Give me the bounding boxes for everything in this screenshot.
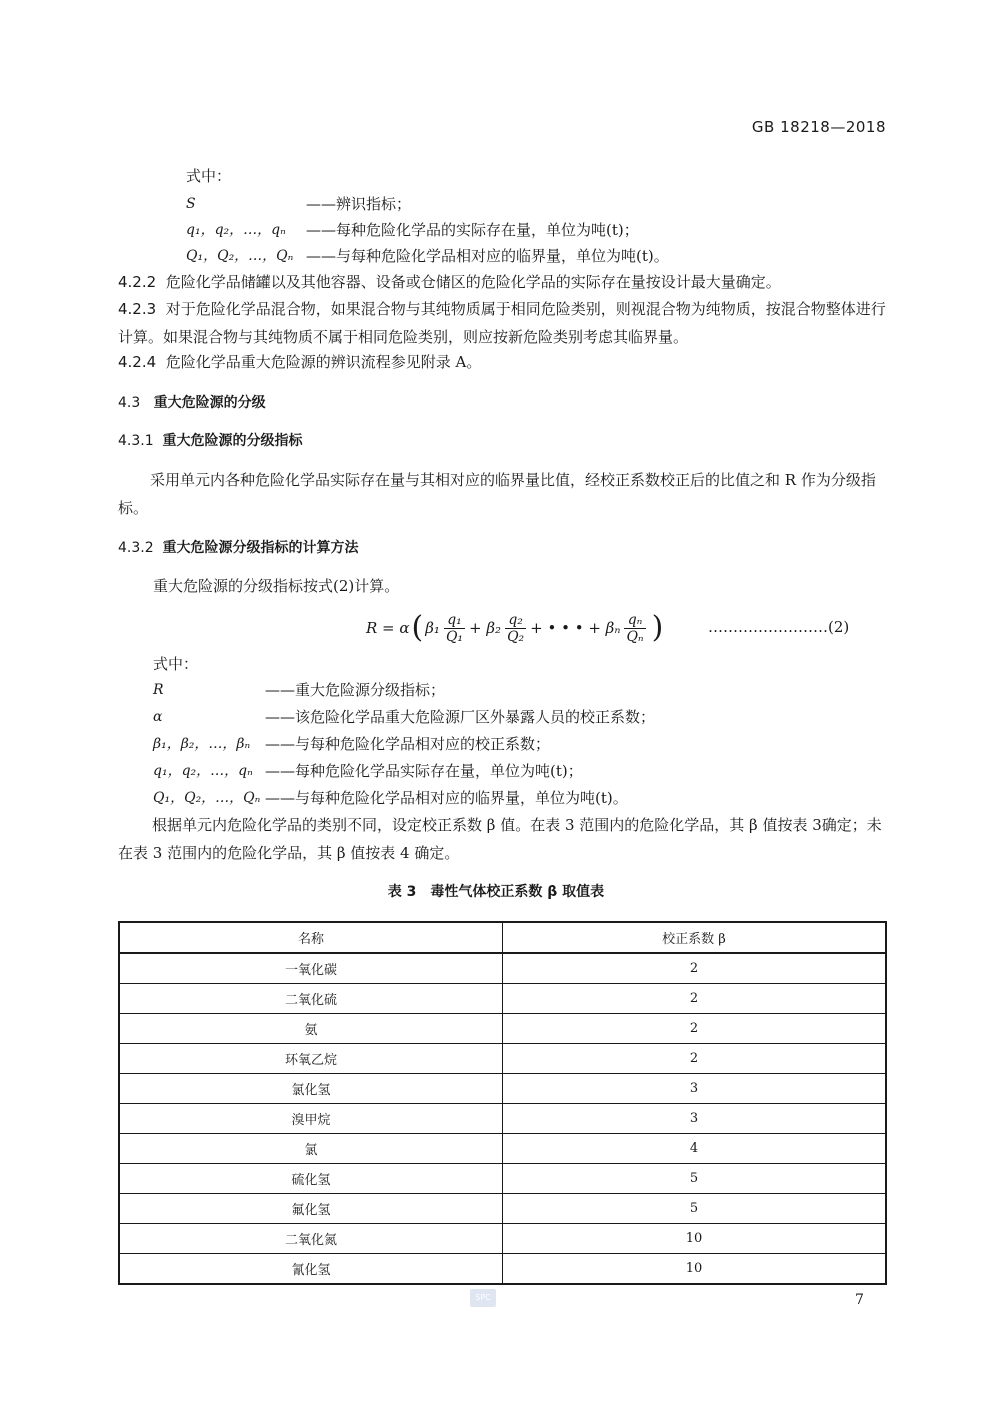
section-title: 重大危险源分级指标的计算方法 [162, 540, 359, 556]
variable-row [153, 703, 886, 731]
variable-row [153, 676, 886, 704]
table-row [119, 984, 886, 1014]
beta-2: + β₂ [469, 619, 502, 637]
variable-symbol: S [186, 196, 196, 212]
variable-symbol: R [153, 682, 164, 698]
cell-beta-value: 5 [503, 1164, 887, 1194]
cell-chemical-name: 氰化氢 [119, 1254, 503, 1285]
section-number: 4.3 [118, 395, 141, 411]
numerator: q₁ [444, 612, 465, 629]
section-title: 重大危险源的分级指标 [162, 433, 303, 449]
page-number: 7 [855, 1292, 864, 1308]
table-row [119, 1104, 886, 1134]
section-number: 4.3.1 [118, 433, 154, 449]
formula1-where-label: 式中： [186, 167, 232, 185]
table-3 [118, 921, 887, 1285]
clause-4-2-3 [118, 295, 886, 351]
cell-beta-value: 2 [503, 1014, 887, 1044]
table-row [119, 1074, 886, 1104]
cell-chemical-name: 氯 [119, 1134, 503, 1164]
formula-number: ……………………(2) [708, 618, 850, 636]
clause-number: 4.2.3 [118, 300, 157, 318]
clause-4-2-4 [118, 348, 886, 376]
table-header-row [119, 922, 886, 953]
table-row [119, 1044, 886, 1074]
variable-description: ——与每种危险化学品相对应的临界量，单位为吨(t)。 [306, 247, 669, 265]
column-header-name: 名称 [119, 922, 503, 953]
table-3-caption: 表 3 毒性气体校正系数 β 取值表 [387, 884, 605, 900]
variable-description: ——每种危险化学品的实际存在量，单位为吨(t)； [306, 221, 639, 239]
variable-description: ——与每种危险化学品相对应的校正系数； [265, 735, 551, 753]
beta-1: β₁ [425, 619, 440, 637]
variable-symbol: q₁，q₂，…，qₙ [186, 222, 286, 238]
variable-symbol: Q₁，Q₂，…，Qₙ [153, 790, 261, 806]
clause-4-2-2 [118, 268, 886, 296]
cell-chemical-name: 二氧化氮 [119, 1224, 503, 1254]
table-row [119, 1194, 886, 1224]
variable-description: ——与每种危险化学品相对应的临界量，单位为吨(t)。 [265, 789, 628, 807]
fraction-1 [444, 612, 465, 645]
table-row [119, 1014, 886, 1044]
cell-chemical-name: 氯化氢 [119, 1074, 503, 1104]
cell-beta-value: 5 [503, 1194, 887, 1224]
paragraph-4-3-2: 重大危险源的分级指标按式(2)计算。 [153, 577, 400, 595]
standard-code: GB 18218—2018 [751, 118, 886, 136]
clause-text: 危险化学品重大危险源的辨识流程参见附录 A。 [165, 353, 482, 371]
clause-number: 4.2.4 [118, 353, 157, 371]
clause-number: 4.2.2 [118, 273, 157, 291]
variable-description: ——重大危险源分级指标； [265, 681, 446, 699]
paragraph-beta: 根据单元内危险化学品的类别不同，设定校正系数 β 值。在表 3 范围内的危险化学品，其 β 值按表 3确定；未在表 3 范围内的危险化学品，其 β 值按表 4 确定。 [118, 816, 882, 862]
cell-chemical-name: 环氧乙烷 [119, 1044, 503, 1074]
variable-row [153, 730, 886, 758]
publisher-logo: SPC [470, 1289, 496, 1307]
cell-chemical-name: 溴甲烷 [119, 1104, 503, 1134]
denominator: Q₁ [445, 628, 464, 645]
cell-beta-value: 2 [503, 984, 887, 1014]
variable-description: ——辨识指标； [306, 195, 412, 213]
section-heading-4-3-2 [118, 536, 359, 560]
column-header-beta: 校正系数 β [503, 922, 887, 953]
variable-row [186, 190, 886, 218]
cell-beta-value: 3 [503, 1074, 887, 1104]
variable-row [153, 784, 886, 812]
cell-beta-value: 4 [503, 1134, 887, 1164]
variable-symbol: α [153, 709, 163, 725]
cell-beta-value: 2 [503, 1044, 887, 1074]
fraction-n [624, 612, 645, 645]
variable-symbol: Q₁，Q₂，…，Qₙ [186, 248, 294, 264]
variable-row [153, 757, 886, 785]
table-row [119, 1254, 886, 1285]
cell-beta-value: 10 [503, 1254, 887, 1285]
formula-lhs: R = α [366, 619, 410, 637]
section-title: 重大危险源的分级 [153, 395, 266, 411]
table-row [119, 953, 886, 984]
numerator: qₙ [624, 612, 645, 629]
denominator: Qₙ [626, 628, 644, 645]
table-row [119, 1134, 886, 1164]
clause-text: 对于危险化学品混合物，如果混合物与其纯物质属于相同危险类别，则视混合物为纯物质，按混合物整体进行计算。如果混合物与其纯物质不属于相同危险类别，则应按新危险类别考虑其临界量。 [118, 300, 886, 346]
section-heading-4-3 [118, 391, 266, 415]
left-paren: ( [411, 610, 424, 645]
cell-chemical-name: 氟化氢 [119, 1194, 503, 1224]
right-paren: ) [651, 610, 664, 645]
fraction-2 [505, 612, 526, 645]
variable-symbol: β₁，β₂，…，βₙ [153, 736, 251, 752]
variable-description: ——每种危险化学品实际存在量，单位为吨(t)； [265, 762, 583, 780]
cell-chemical-name: 硫化氢 [119, 1164, 503, 1194]
variable-symbol: q₁，q₂，…，qₙ [153, 763, 253, 779]
cell-chemical-name: 一氧化碳 [119, 953, 503, 984]
beta-n: + • • • + βₙ [530, 619, 621, 637]
cell-chemical-name: 二氧化硫 [119, 984, 503, 1014]
variable-row [186, 216, 886, 244]
paragraph-4-3-1: 采用单元内各种危险化学品实际存在量与其相对应的临界量比值，经校正系数校正后的比值之和 R 作为分级指标。 [118, 471, 876, 517]
section-number: 4.3.2 [118, 540, 154, 556]
numerator: q₂ [505, 612, 526, 629]
denominator: Q₂ [507, 628, 525, 645]
cell-chemical-name: 氨 [119, 1014, 503, 1044]
clause-text: 危险化学品储罐以及其他容器、设备或仓储区的危险化学品的实际存在量按设计最大量确定。 [165, 273, 781, 291]
variable-row [186, 242, 886, 270]
formula2-where-label: 式中： [153, 655, 199, 673]
cell-beta-value: 2 [503, 953, 887, 984]
table-row [119, 1224, 886, 1254]
formula-2 [366, 606, 663, 650]
table-row [119, 1164, 886, 1194]
cell-beta-value: 10 [503, 1224, 887, 1254]
cell-beta-value: 3 [503, 1104, 887, 1134]
section-heading-4-3-1 [118, 429, 303, 453]
variable-description: ——该危险化学品重大危险源厂区外暴露人员的校正系数； [265, 708, 656, 726]
